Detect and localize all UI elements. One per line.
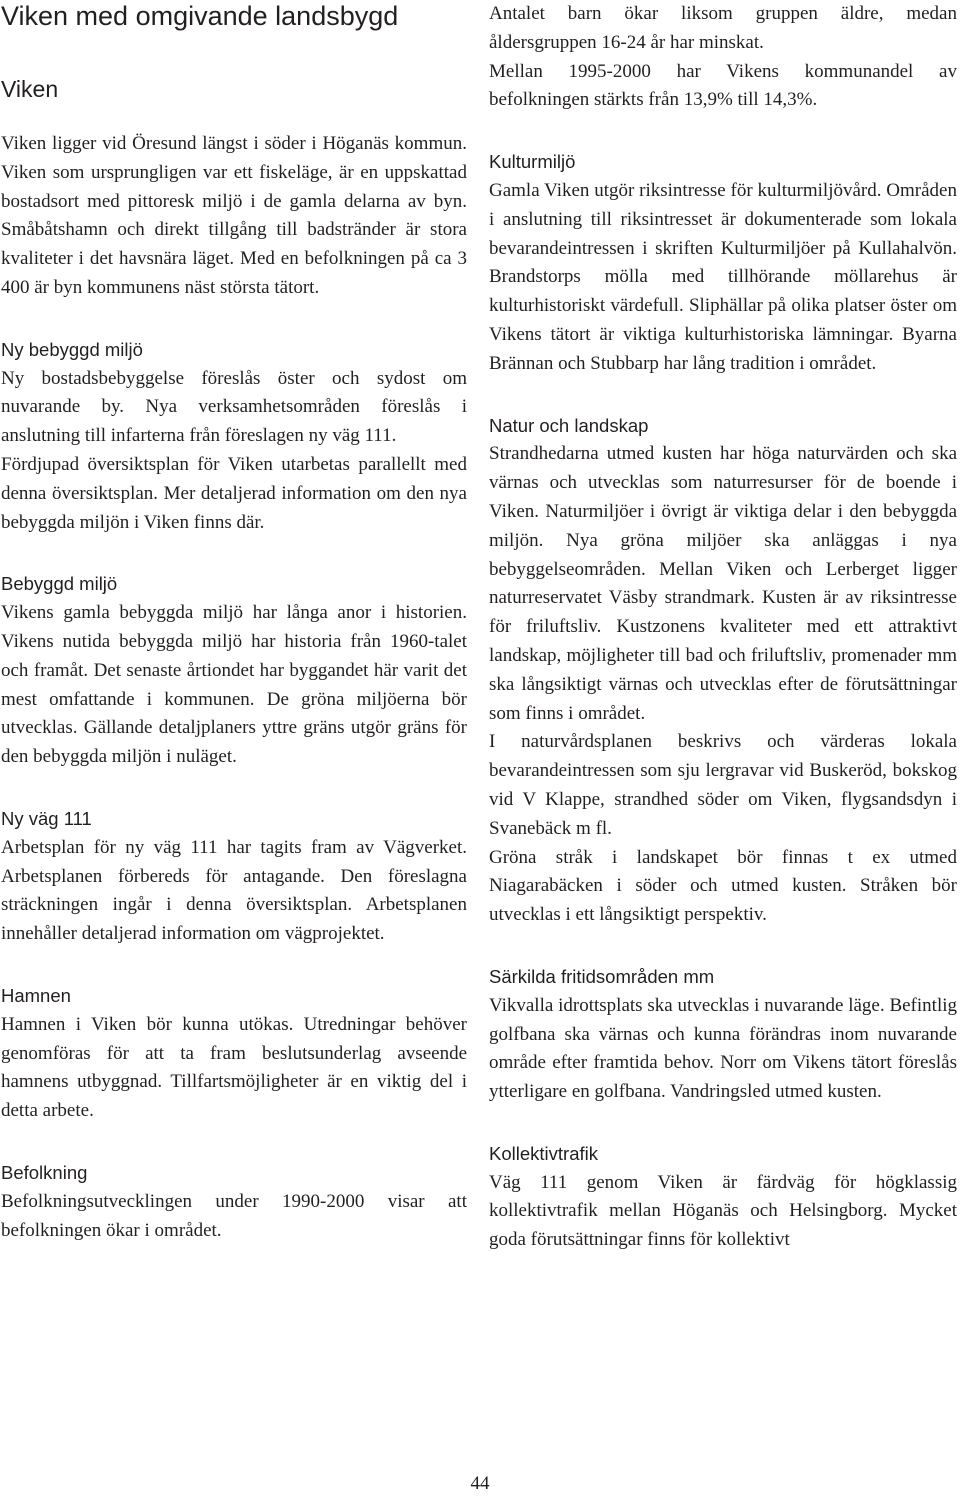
section-gap <box>1 949 467 982</box>
section-heading: Kulturmiljö <box>489 151 576 173</box>
section-heading: Bebyggd miljö <box>1 573 118 595</box>
section-bebyggd-miljo <box>1 570 467 772</box>
section-kollektivtrafik <box>489 1140 957 1255</box>
section-heading: Kollektivtrafik <box>489 1142 598 1164</box>
section-kulturmiljo <box>489 148 957 378</box>
page-number: 44 <box>470 1473 490 1494</box>
section-gap <box>489 115 957 148</box>
section-gap <box>1 772 467 805</box>
paragraph: Gröna stråk i landskapet bör finnas t ex utmed Niagarabäcken i söder och utmed kusten. Stråken bör utvecklas i ett långsiktigt perspektiv. <box>489 846 957 926</box>
paragraph: Hamnen i Viken bör kunna utökas. Utredningar behöver genomföras för att ta fram beslutsunderlag avseende hamnens utbyggnad. Tillfartsmöjligheter är en viktig del i detta arbete. <box>1 1013 467 1122</box>
section-heading: Ny bebyggd miljö <box>1 338 143 360</box>
right-column <box>489 0 957 1255</box>
paragraph: Befolkningsutvecklingen under 1990-2000 visar att befolkningen ökar i området. <box>1 1190 467 1241</box>
section-heading: Ny väg 111 <box>1 807 92 829</box>
paragraph: Väg 111 genom Viken är färdväg för högklassig kollektivtrafik mellan Höganäs och Helsingborg. Mycket goda förutsättningar finns för kollektivt <box>489 1171 957 1251</box>
section-natur-och-landskap <box>489 412 957 930</box>
paragraph: Gamla Viken utgör riksintresse för kulturmiljövård. Områden i anslutning till riksintresset är dokumenterade som lokala bevarandeintressen i skriften Kulturmiljöer på Kullahalvön. Brandstorps mölla med tillhörande möllarehus är kulturhistoriskt värdefull. Sliphällar på olika platser öster om Vikens tätort är viktiga kulturhistoriska lämningar. Byarna Brännan och Stubbarp har lång tradition i området. <box>489 179 957 374</box>
section-gap <box>489 1107 957 1140</box>
section-heading: Hamnen <box>1 984 71 1006</box>
right-sections <box>489 0 957 1255</box>
section-hamnen <box>1 982 467 1126</box>
section-subtitle: Viken <box>1 76 59 102</box>
section-ny-bebyggd-miljo <box>1 336 467 538</box>
paragraph: Antalet barn ökar liksom gruppen äldre, medan åldersgruppen 16-24 år har minskat. <box>489 3 957 53</box>
paragraph: I naturvårdsplanen beskrivs och värderas lokala bevarandeintressen som sju lergravar vid Buskeröd, bokskog vid V Klappe, strandhed söder om Viken, flygsandsdyn i Svanebäck m fl. <box>489 731 957 839</box>
section-sarkilda-fritidsomraden-mm <box>489 963 957 1107</box>
paragraph: Arbetsplan för ny väg 111 har tagits fram av Vägverket. Arbetsplanen förbereds för antagande. Den föreslagna sträckningen ingår i denna översiktsplan. Arbetsplanen innehåller detaljerad information om vägprojektet. <box>1 836 467 945</box>
section-ny-vag-111 <box>1 805 467 949</box>
section-gap <box>489 379 957 412</box>
section-heading: Särkilda fritidsområden mm <box>489 965 715 987</box>
paragraph: Vikvalla idrottsplats ska utvecklas i nuvarande läge. Befintlig golfbana ska värnas och kunna förändras inom nuvarande område efter framtida behov. Norr om Vikens tätort föreslås ytterligare en golfbana. Vandringsled utmed kusten. <box>489 994 957 1103</box>
paragraph: Vikens gamla bebyggda miljö har långa anor i historien. Vikens nutida bebyggda miljö har historia från 1960-talet och framåt. Det senaste årtiondet har byggandet här varit det mest omfattande i kommunen. De gröna miljöerna bör utvecklas. Gällande detaljplaners yttre gräns utgör gräns för den bebyggda miljön i nuläget. <box>1 602 467 768</box>
left-sections <box>1 130 467 1245</box>
paragraph: Fördjupad översiktsplan för Viken utarbetas parallellt med denna översiktsplan. Mer detaljerad information om den nya bebyggda miljön i Viken finns där. <box>1 453 467 533</box>
section-gap <box>1 537 467 570</box>
section-heading: Befolkning <box>1 1161 88 1183</box>
section-befolkning <box>1 1159 467 1245</box>
section-gap <box>1 303 467 336</box>
section-heading: Natur och landskap <box>489 414 649 436</box>
paragraph: Mellan 1995-2000 har Vikens kommunandel av befolkningen stärkts från 13,9% till 14,3%. <box>489 60 957 111</box>
paragraph: Strandhedarna utmed kusten har höga naturvärden och ska värnas och utvecklas som naturresurser för de boende i Viken. Naturmiljöer i övrigt är viktiga delar i den bebyggda miljön. Nya gröna miljöer ska anläggas i nya bebyggelseområden. Mellan Viken och Lerberget ligger naturreservatet Väsby strandmark. Kusten är av riksintresse för friluftsliv. Kustzonens kvaliteter med ett attraktivt landskap, möjligheter till bad och friluftsliv, promenader mm ska långsiktigt värnas och utvecklas efter de förutsättningar som finns i området. <box>489 443 957 724</box>
section-gap <box>1 1126 467 1159</box>
left-column <box>1 0 467 1245</box>
page-title: Viken med omgivande landsbygd <box>1 1 399 31</box>
section-intro <box>1 130 467 303</box>
section-intro <box>489 0 957 115</box>
paragraph: Ny bostadsbebyggelse föreslås öster och sydost om nuvarande by. Nya verksamhetsområden föreslås i anslutning till infarterna från föreslagen ny väg 111. <box>1 367 467 447</box>
paragraph: Viken ligger vid Öresund längst i söder i Höganäs kommun. Viken som ursprungligen var ett fiskeläge, är en uppskattad bostadsort med pittoresk miljö i de gamla delarna av byn. Småbåtshamn och direkt tillgång till badstränder är stora kvaliteter i det havsnära läget. Med en befolkningen på ca 3 400 är byn kommunens näst största tätort. <box>1 133 467 298</box>
section-gap <box>489 930 957 963</box>
